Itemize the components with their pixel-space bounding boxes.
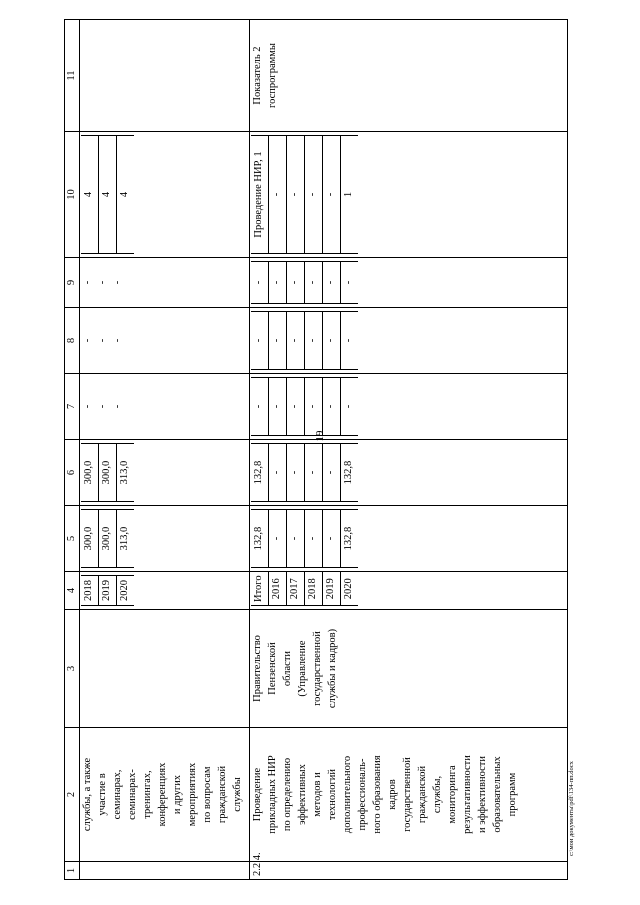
col9-values: - - -: [80, 258, 250, 308]
col-number: 11: [65, 20, 80, 132]
item-number: 2.2.4.: [250, 862, 568, 880]
program-table: [64, 19, 568, 880]
column-number-row: [65, 20, 80, 880]
col-number: 9: [65, 258, 80, 308]
col6-values: 132,8 - - - - 132,8: [250, 440, 568, 506]
col5-values: 132,8 - - - - 132,8: [250, 506, 568, 572]
col5-values: 300,0 300,0 313,0: [80, 506, 250, 572]
col10-values: Проведение НИР, 1 - - - - 1: [250, 132, 568, 258]
col7-values: - - - - - -: [250, 374, 568, 440]
program-indicator: Показатель 2 госпрограммы: [250, 20, 568, 132]
col-number: 3: [65, 610, 80, 728]
col7-values: - - -: [80, 374, 250, 440]
col-number: 7: [65, 374, 80, 440]
footer-file-path: c:\мои документы\pdf\134-пп.docx: [568, 761, 575, 856]
years-cell: 2018 2019 2020: [80, 572, 250, 610]
rotated-table-container: [64, 20, 568, 880]
activity-description: Проведение прикладных НИР по определению эффективных методов и технологий дополнительного профессиональ- ного образования кадров государственной гражданской службы, мониторинга результативности и эффективности образовательных программ: [250, 728, 568, 862]
activity-description: службы, а также участие в семинарах, семинарах- тренингах, конференциях и других мероприятиях по вопросам гражданской службы: [80, 728, 250, 862]
col6-values: 300,0 300,0 313,0: [80, 440, 250, 506]
responsible-executor: Правительство Пензенской области (Управление государственной службы и кадров): [250, 610, 568, 728]
table-row: [250, 20, 568, 880]
col8-values: - - - - - -: [250, 308, 568, 374]
col-number: 1: [65, 862, 80, 880]
col8-values: - - -: [80, 308, 250, 374]
col10-values: 4 4 4: [80, 132, 250, 258]
page-number: 19: [314, 430, 326, 442]
table-row: [80, 20, 250, 880]
col9-values: - - - - - -: [250, 258, 568, 308]
col-number: 6: [65, 440, 80, 506]
col-number: 5: [65, 506, 80, 572]
years-cell: Итого 2016 2017 2018 2019 2020: [250, 572, 568, 610]
col-number: 4: [65, 572, 80, 610]
col-number: 8: [65, 308, 80, 374]
col-number: 2: [65, 728, 80, 862]
col-number: 10: [65, 132, 80, 258]
